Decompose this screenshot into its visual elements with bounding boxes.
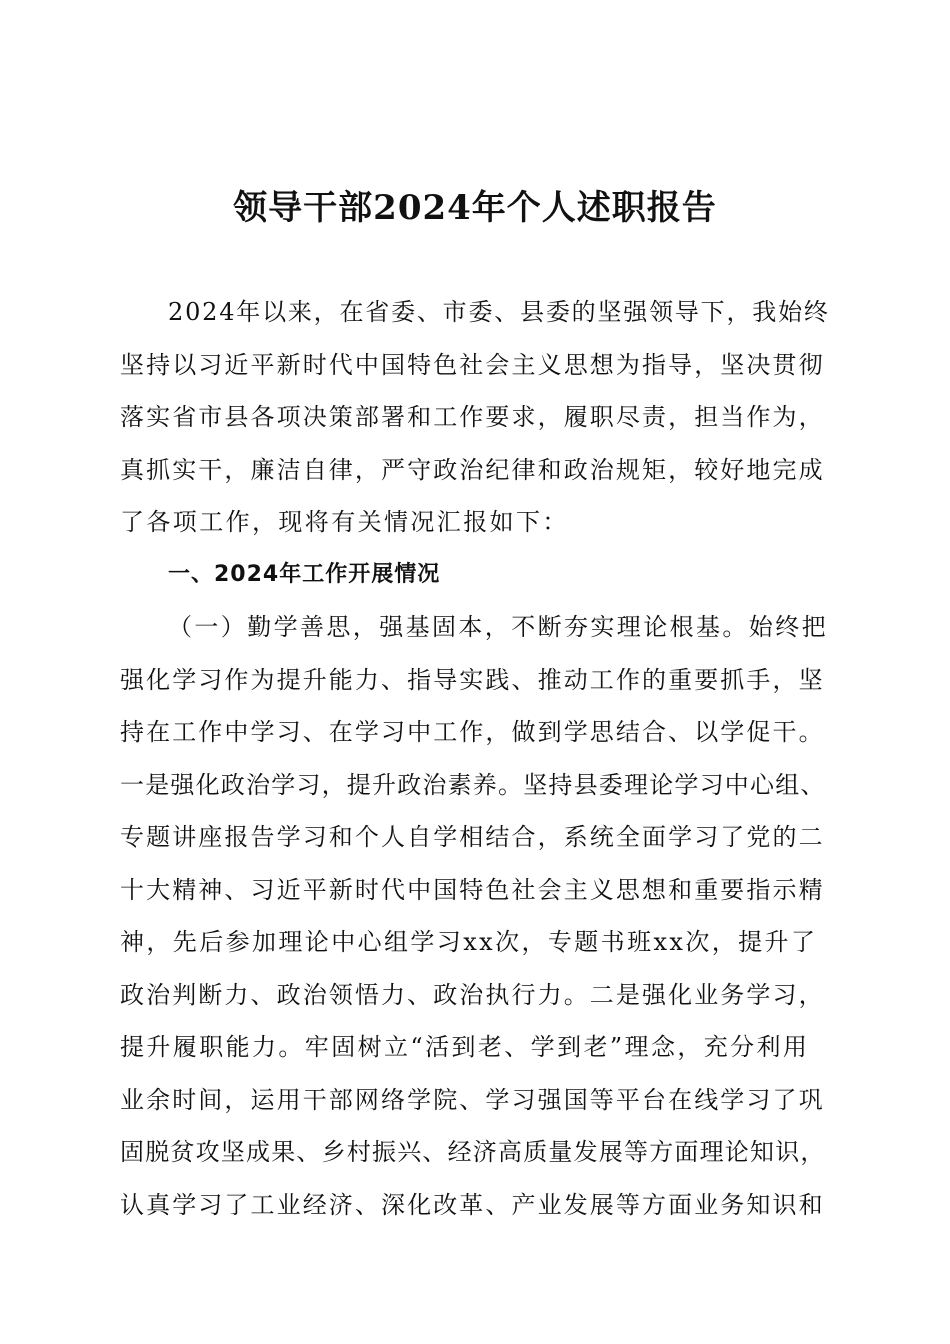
- paragraph-line: 固脱贫攻坚成果、乡村振兴、经济高质量发展等方面理论知识，: [120, 1138, 826, 1166]
- paragraph-line: 十大精神、习近平新时代中国特色社会主义思想和重要指示精: [120, 875, 825, 904]
- paragraph-line: 落实省市县各项决策部署和工作要求，履职尽责，担当作为，: [120, 403, 825, 431]
- paragraph-line: 真抓实干，廉洁自律，严守政治纪律和政治规矩，较好地完成: [120, 455, 825, 484]
- paragraph-line: 业余时间，运用干部网络学院、学习强国等平台在线学习了巩: [120, 1085, 825, 1114]
- document-title: 领导干部2024年个人述职报告: [233, 188, 717, 228]
- subsection-heading-line: （一）勤学善思，强基固本，不断夯实理论根基。始终把: [168, 613, 828, 641]
- section-heading: 一、2024年工作开展情况: [168, 561, 441, 587]
- paragraph-line: 坚持以习近平新时代中国特色社会主义思想为指导，坚决贯彻: [120, 350, 825, 379]
- paragraph-line: 提升履职能力。牢固树立“活到老、学到老”理念，充分利用: [120, 1033, 810, 1061]
- paragraph-line: 政治判断力、政治领悟力、政治执行力。二是强化业务学习，: [120, 980, 825, 1009]
- paragraph-line: 持在工作中学习、在学习中工作，做到学思结合、以学促干。: [120, 718, 825, 746]
- paragraph-line: 了各项工作，现将有关情况汇报如下：: [120, 508, 569, 536]
- paragraph-line: 2024年以来，在省委、市委、县委的坚强领导下，我始终: [168, 298, 830, 326]
- paragraph-line: 认真学习了工业经济、深化改革、产业发展等方面业务知识和: [120, 1190, 825, 1219]
- paragraph-line: 专题讲座报告学习和个人自学相结合，系统全面学习了党的二: [120, 823, 825, 851]
- paragraph-line: 一是强化政治学习，提升政治素养。坚持县委理论学习中心组、: [120, 770, 826, 799]
- paragraph-line: 神，先后参加理论中心组学习xx次，专题书班xx次，提升了: [120, 928, 818, 956]
- document-body: [120, 296, 830, 1241]
- paragraph-line: 强化学习作为提升能力、指导实践、推动工作的重要抓手，坚: [120, 665, 825, 694]
